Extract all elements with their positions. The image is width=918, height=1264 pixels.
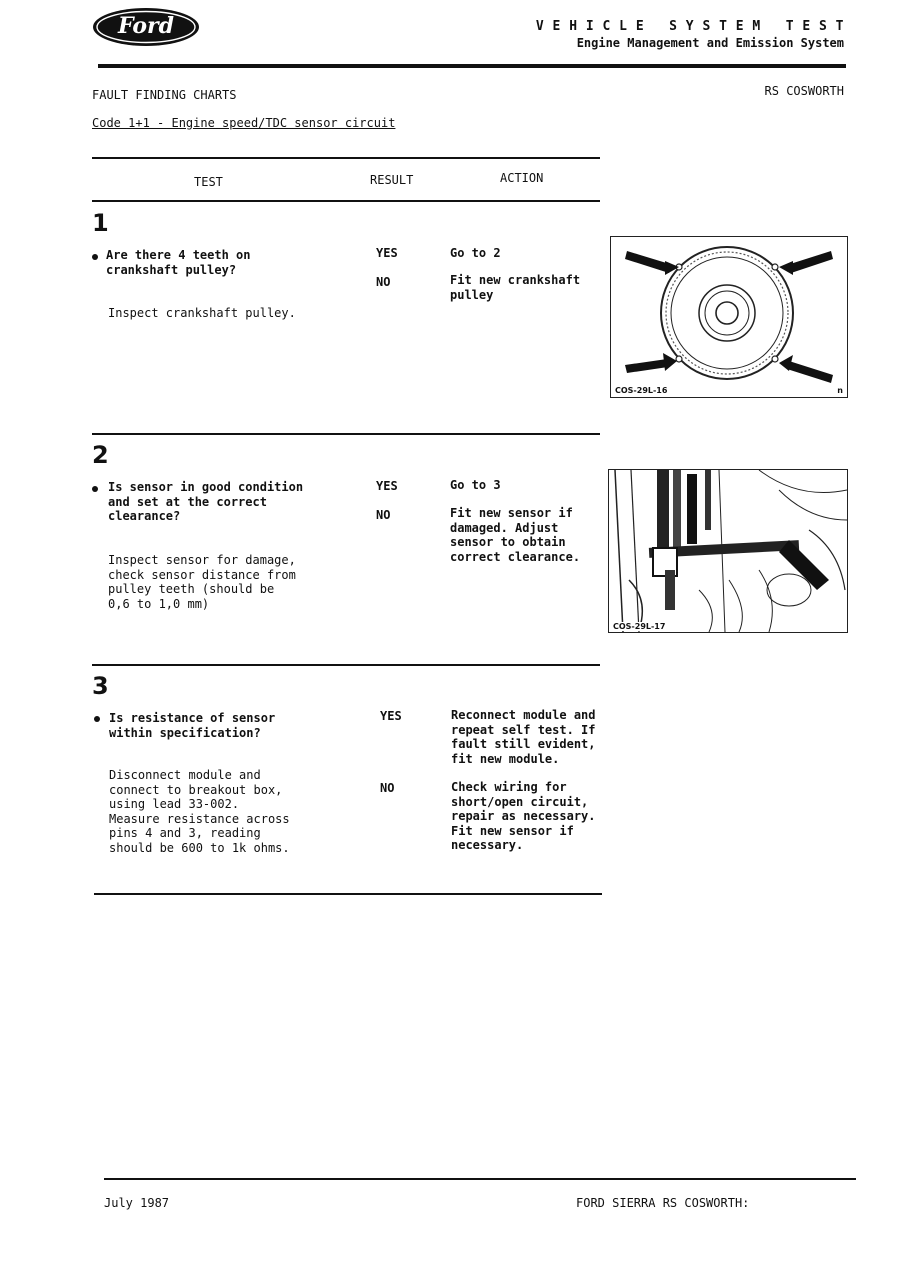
- section-label: FAULT FINDING CHARTS: [92, 88, 237, 102]
- step-instruction: Inspect sensor for damage, check sensor distance from pulley teeth (should be 0,6 to 1,0 mm): [108, 553, 296, 611]
- footer-publication: FORD SIERRA RS COSWORTH:: [576, 1196, 750, 1210]
- step-divider: [92, 664, 600, 666]
- figure-label: COS-29L-17: [613, 622, 666, 631]
- figure-mark: n: [837, 386, 843, 395]
- footer-divider: [104, 1178, 856, 1180]
- action-text: Fit new crankshaft pulley: [450, 273, 581, 302]
- step-instruction: Disconnect module and connect to breakout box, using lead 33-002. Measure resistance across pins 4 and 3, reading should be 600 to 1k ohms.: [109, 768, 290, 855]
- bullet-icon: [94, 716, 100, 722]
- step-question: Are there 4 teeth on crankshaft pulley?: [106, 248, 251, 277]
- table-header-rule: [92, 200, 600, 202]
- step-question: Is sensor in good condition and set at the correct clearance?: [108, 480, 304, 523]
- ford-logo-text: Ford: [117, 13, 175, 39]
- action-text: Reconnect module and repeat self test. If fault still evident, fit new module.: [451, 708, 596, 766]
- action-text: Check wiring for short/open circuit, repair as necessary. Fit new sensor if necessary.: [451, 780, 596, 852]
- page-subtitle: Engine Management and Emission System: [576, 36, 844, 50]
- crankshaft-pulley-figure: [610, 236, 848, 398]
- column-header-result: RESULT: [370, 173, 414, 187]
- footer-date: July 1987: [104, 1196, 170, 1210]
- sensor-photo-icon: [609, 470, 847, 632]
- result-yes: YES: [380, 709, 402, 723]
- figure-label: COS-29L-16: [615, 386, 668, 395]
- result-yes: YES: [376, 246, 398, 260]
- column-header-action: ACTION: [500, 171, 544, 185]
- step-question: Is resistance of sensor within specification?: [109, 711, 276, 740]
- step-divider: [92, 433, 600, 435]
- action-text: Go to 3: [450, 478, 501, 492]
- step-instruction: Inspect crankshaft pulley.: [108, 306, 296, 320]
- step-number: 3: [92, 672, 109, 700]
- sensor-figure: [608, 469, 848, 633]
- step-number: 2: [92, 441, 109, 469]
- step-number: 1: [92, 209, 109, 237]
- result-yes: YES: [376, 479, 398, 493]
- action-text: Go to 2: [450, 246, 501, 260]
- bullet-icon: [92, 486, 98, 492]
- table-bottom-rule: [94, 893, 602, 895]
- model-label: RS COSWORTH: [764, 84, 844, 98]
- page-title: V E H I C L E S Y S T E M T E S T: [535, 19, 844, 34]
- action-text: Fit new sensor if damaged. Adjust sensor to obtain correct clearance.: [450, 506, 581, 564]
- header-divider: [98, 64, 846, 68]
- result-no: NO: [376, 508, 391, 522]
- bullet-icon: [92, 254, 98, 260]
- code-title: Code 1+1 - Engine speed/TDC sensor circuit: [92, 116, 396, 130]
- column-header-test: TEST: [194, 175, 223, 189]
- crankshaft-pulley-icon: [611, 237, 847, 397]
- result-no: NO: [376, 275, 391, 289]
- table-top-rule: [92, 157, 600, 159]
- ford-logo: [92, 7, 200, 47]
- result-no: NO: [380, 781, 395, 795]
